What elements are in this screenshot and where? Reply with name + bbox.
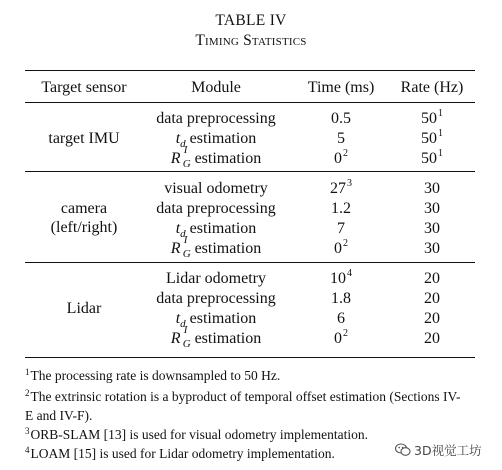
math-subscript: G (182, 248, 191, 260)
module-cell (175, 310, 257, 330)
time-value: 5 (337, 130, 345, 147)
module-cell: data preprocessing (156, 290, 276, 307)
time-cell (331, 201, 351, 217)
module-cell (175, 220, 257, 240)
time-cell (331, 111, 351, 127)
rate-cell (421, 128, 443, 147)
math-subscript: d (180, 228, 186, 240)
math-symbol (170, 144, 191, 170)
header-rule (25, 102, 475, 103)
time-cell (331, 291, 351, 307)
rate-cell (424, 271, 440, 287)
math-base: R (170, 330, 181, 347)
footnote-text: LOAM [15] is used for Lidar odometry implementation. (30, 446, 335, 461)
math-symbol (170, 324, 191, 350)
math-subscript: d (180, 138, 186, 150)
rate-value: 50 (421, 110, 437, 127)
math-superscript: I (183, 234, 188, 246)
module-text: estimation (190, 240, 262, 257)
footnote-mark: 3 (25, 426, 30, 436)
rate-cell (424, 241, 440, 257)
footnote-line (25, 447, 335, 461)
rate-cell (424, 201, 440, 217)
module-cell (175, 130, 257, 150)
time-value: 0 (334, 330, 342, 347)
module-cell: data preprocessing (156, 110, 276, 127)
time-value: 1.8 (331, 290, 351, 307)
time-value: 7 (337, 220, 345, 237)
footnote-mark: 3 (347, 178, 352, 189)
top-rule (25, 70, 475, 71)
module-text: estimation (185, 220, 257, 237)
target-sensor-cell: target IMU (48, 130, 120, 147)
time-cell (330, 178, 352, 197)
rate-value: 20 (424, 310, 440, 327)
math-base: t (175, 130, 181, 147)
module-cell: visual odometry (164, 180, 268, 197)
time-value: 6 (337, 310, 345, 327)
module-text: estimation (185, 310, 257, 327)
rate-cell (424, 221, 440, 237)
time-cell (334, 328, 348, 347)
footnote-mark: 4 (25, 445, 30, 455)
group-rule (25, 262, 475, 263)
rate-cell (424, 311, 440, 327)
footnote-text: E and IV-F). (25, 408, 93, 423)
table-number: TABLE IV (215, 12, 287, 29)
time-value: 1.2 (331, 200, 351, 217)
footnote-mark: 2 (343, 148, 348, 159)
time-cell (337, 131, 345, 147)
time-cell (330, 268, 352, 287)
header-target-sensor: Target sensor (41, 79, 127, 96)
footnote-mark: 2 (343, 238, 348, 249)
time-cell (337, 311, 345, 327)
rate-value: 30 (424, 180, 440, 197)
time-cell (337, 221, 345, 237)
footnote-mark: 1 (438, 128, 443, 139)
footnote-mark: 2 (343, 328, 348, 339)
footnote-line (25, 369, 280, 383)
module-cell: data preprocessing (156, 200, 276, 217)
rate-value: 50 (421, 150, 437, 167)
footnote-mark: 1 (438, 108, 443, 119)
math-subscript: G (182, 158, 191, 170)
header-time: Time (ms) (307, 79, 375, 96)
target-sensor-cell: camera (60, 200, 108, 217)
module-cell (170, 234, 262, 260)
target-sensor-cell: Lidar (66, 300, 102, 317)
rate-value: 50 (421, 130, 437, 147)
time-cell (334, 238, 348, 257)
footnote-line (25, 428, 368, 442)
footnote-text: ORB-SLAM [13] is used for visual odometry implementation. (30, 427, 368, 442)
rate-cell (424, 331, 440, 347)
module-cell (170, 324, 262, 350)
header-module: Module (191, 79, 241, 96)
rate-cell (424, 291, 440, 307)
math-superscript: I (183, 144, 188, 156)
watermark-text: 3D视觉工坊 (414, 443, 482, 458)
math-subscript: d (180, 318, 186, 330)
time-value: 0 (334, 240, 342, 257)
math-base: t (175, 220, 181, 237)
footnote-line (25, 390, 461, 404)
rate-cell (421, 108, 443, 127)
module-cell: Lidar odometry (166, 270, 266, 287)
table-title: Timing Statistics (195, 32, 307, 49)
footnote-mark: 1 (25, 367, 30, 377)
math-base: R (170, 240, 181, 257)
time-value: 0 (334, 150, 342, 167)
rate-cell (421, 148, 443, 167)
time-cell (334, 148, 348, 167)
time-value: 0.5 (331, 110, 351, 127)
math-subscript: G (182, 338, 191, 350)
module-text: estimation (190, 150, 262, 167)
footnote-mark: 2 (25, 388, 30, 398)
time-value: 10 (330, 270, 346, 287)
group-rule (25, 171, 475, 172)
rate-value: 20 (424, 330, 440, 347)
wechat-icon (395, 443, 411, 457)
math-base: t (175, 310, 181, 327)
footnote-line (25, 409, 92, 423)
math-base: R (170, 150, 181, 167)
rate-value: 30 (424, 220, 440, 237)
bottom-rule (25, 357, 475, 358)
footnote-mark: 1 (438, 148, 443, 159)
footnote-mark: 4 (347, 268, 352, 279)
rate-value: 20 (424, 270, 440, 287)
math-superscript: I (183, 324, 188, 336)
rate-value: 30 (424, 240, 440, 257)
watermark (395, 441, 482, 459)
rate-value: 30 (424, 200, 440, 217)
footnote-text: The processing rate is downsampled to 50 Hz. (30, 368, 281, 383)
rate-value: 20 (424, 290, 440, 307)
target-sensor-cell: (left/right) (50, 219, 118, 236)
module-text: estimation (185, 130, 257, 147)
footnote-text: The extrinsic rotation is a byproduct of temporal offset estimation (Sections IV- (30, 389, 461, 404)
math-symbol (170, 234, 191, 260)
rate-cell (424, 181, 440, 197)
header-rate: Rate (Hz) (400, 79, 464, 96)
module-text: estimation (190, 330, 262, 347)
time-value: 27 (330, 180, 346, 197)
module-cell (170, 144, 262, 170)
